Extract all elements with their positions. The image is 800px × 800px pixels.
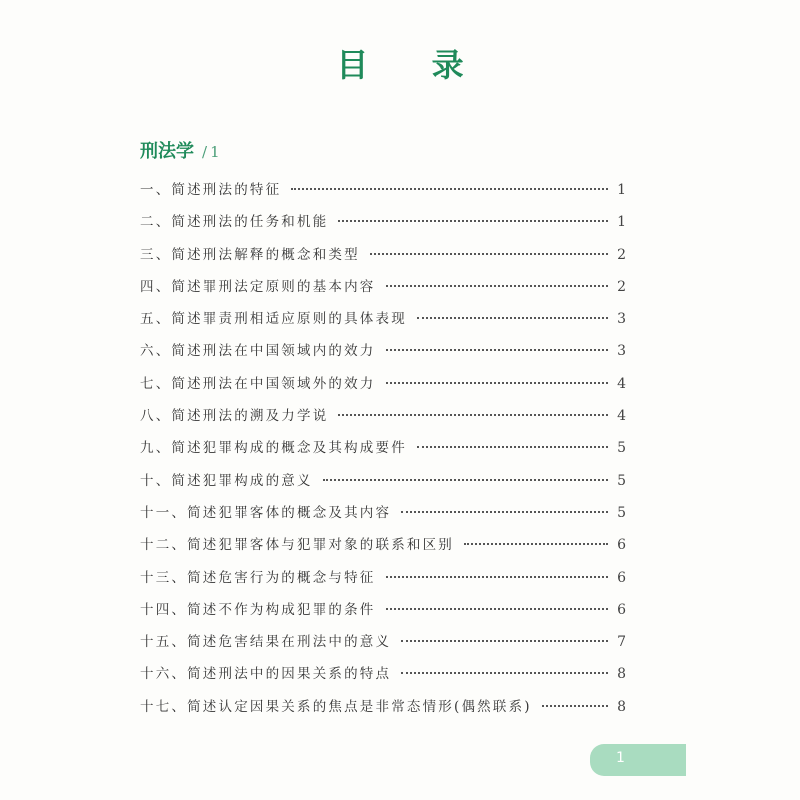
toc-entry-label: 二、简述刑法的任务和机能 (140, 214, 329, 231)
toc-entry[interactable] (140, 307, 626, 339)
toc-entry[interactable] (140, 243, 626, 275)
toc-leader-dots (464, 543, 608, 545)
toc-entry[interactable] (140, 210, 626, 242)
toc-entry-page: 3 (617, 311, 626, 328)
toc-list (140, 178, 626, 727)
toc-entry-label: 十三、简述危害行为的概念与特征 (140, 569, 376, 586)
toc-entry[interactable] (140, 436, 626, 468)
toc-entry-label: 三、简述刑法解释的概念和类型 (140, 246, 360, 263)
toc-entry-label: 十一、简述犯罪客体的概念及其内容 (140, 504, 392, 521)
toc-leader-dots (338, 220, 608, 222)
toc-entry-page: 4 (617, 375, 626, 392)
toc-entry-label: 十四、简述不作为构成犯罪的条件 (140, 601, 376, 618)
toc-entry[interactable] (140, 372, 626, 404)
toc-leader-dots (401, 511, 608, 513)
toc-entry-page: 6 (617, 569, 626, 586)
page-number-tab (590, 744, 686, 776)
toc-entry-page: 6 (617, 601, 626, 618)
toc-entry-page: 1 (617, 214, 626, 231)
toc-entry[interactable] (140, 404, 626, 436)
toc-entry-page: 2 (617, 278, 626, 295)
toc-entry-page: 8 (617, 666, 626, 683)
toc-entry[interactable] (140, 630, 626, 662)
toc-entry[interactable] (140, 469, 626, 501)
toc-entry[interactable] (140, 533, 626, 565)
toc-entry-label: 一、简述刑法的特征 (140, 182, 282, 198)
toc-leader-dots (291, 188, 608, 190)
toc-entry-label: 九、简述犯罪构成的概念及其构成要件 (140, 440, 407, 457)
toc-entry-label: 七、简述刑法在中国领域外的效力 (140, 375, 376, 392)
toc-leader-dots (386, 349, 609, 351)
toc-entry[interactable] (140, 339, 626, 371)
page-number: 1 (616, 750, 625, 766)
toc-leader-dots (401, 672, 608, 674)
toc-leader-dots (386, 382, 609, 384)
toc-leader-dots (323, 479, 608, 481)
toc-entry[interactable] (140, 598, 626, 630)
toc-leader-dots (417, 446, 608, 448)
toc-entry[interactable] (140, 275, 626, 307)
chapter-heading[interactable] (140, 137, 220, 163)
toc-entry[interactable] (140, 178, 626, 210)
toc-entry-page: 3 (617, 343, 626, 360)
toc-leader-dots (542, 705, 608, 707)
toc-leader-dots (386, 576, 609, 578)
chapter-separator: / (202, 143, 208, 161)
toc-entry-page: 5 (617, 472, 626, 489)
page-title: 目 录 (336, 46, 490, 84)
toc-entry-page: 1 (617, 182, 626, 198)
toc-leader-dots (386, 608, 609, 610)
toc-leader-dots (386, 285, 609, 287)
toc-entry-page: 8 (617, 698, 626, 715)
toc-entry-label: 十二、简述犯罪客体与犯罪对象的联系和区别 (140, 537, 454, 554)
toc-entry-label: 六、简述刑法在中国领域内的效力 (140, 343, 376, 360)
toc-leader-dots (370, 253, 608, 255)
toc-leader-dots (338, 414, 608, 416)
toc-entry-label: 十、简述犯罪构成的意义 (140, 472, 313, 489)
toc-entry-label: 八、简述刑法的溯及力学说 (140, 408, 329, 425)
toc-entry[interactable] (140, 501, 626, 533)
toc-entry-label: 四、简述罪刑法定原则的基本内容 (140, 278, 376, 295)
toc-entry-page: 2 (617, 246, 626, 263)
chapter-title: 刑法学 (140, 141, 194, 162)
toc-entry-page: 4 (617, 408, 626, 425)
toc-entry-page: 5 (617, 504, 626, 521)
toc-leader-dots (401, 640, 608, 642)
toc-entry-page: 7 (617, 634, 626, 651)
toc-leader-dots (417, 317, 608, 319)
toc-entry[interactable] (140, 662, 626, 694)
toc-entry-label: 十五、简述危害结果在刑法中的意义 (140, 634, 392, 651)
toc-entry[interactable] (140, 695, 626, 727)
toc-entry[interactable] (140, 566, 626, 598)
toc-entry-label: 十七、简述认定因果关系的焦点是非常态情形(偶然联系) (140, 698, 532, 715)
toc-entry-label: 十六、简述刑法中的因果关系的特点 (140, 666, 392, 683)
toc-entry-label: 五、简述罪责刑相适应原则的具体表现 (140, 311, 407, 328)
toc-entry-page: 6 (617, 537, 626, 554)
toc-entry-page: 5 (617, 440, 626, 457)
chapter-page-number: 1 (210, 143, 220, 161)
